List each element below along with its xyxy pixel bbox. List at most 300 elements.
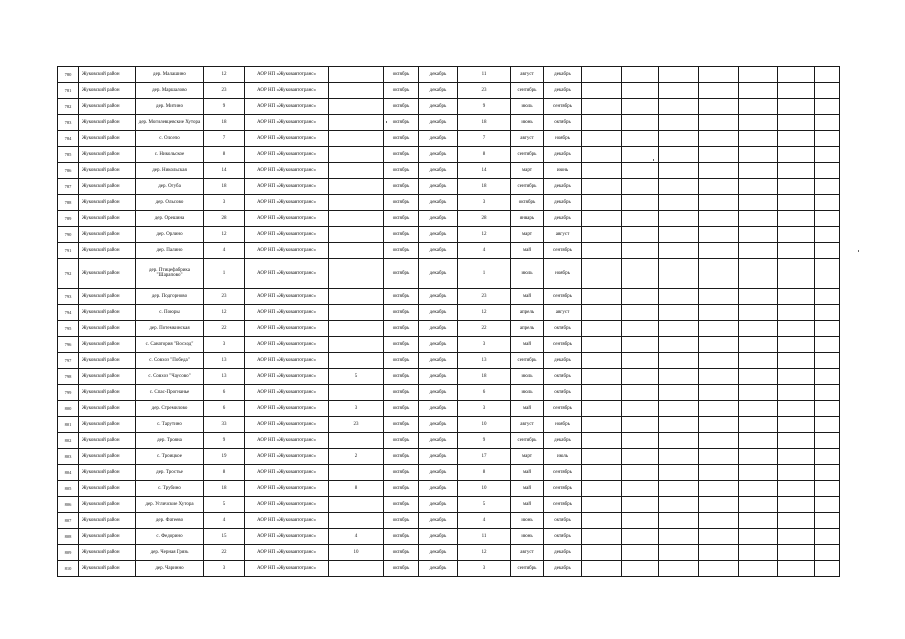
period-start-cell: сентябрь: [511, 147, 544, 163]
period-end-cell: сентябрь: [544, 464, 582, 480]
count-cell: 9: [204, 99, 245, 115]
extra-count-cell: [329, 67, 384, 83]
period-end-cell: август: [544, 304, 582, 320]
empty-cell: [659, 464, 699, 480]
period-start-cell: май: [511, 288, 544, 304]
settlement-cell: дер. Орешина: [136, 211, 204, 227]
empty-cell: [699, 528, 739, 544]
period-start-cell: сентябрь: [511, 352, 544, 368]
settlement-cell: дер. Черная Грязь: [136, 544, 204, 560]
district-cell: Жуковский район: [79, 368, 136, 384]
table-row: [58, 560, 840, 576]
district-cell: Жуковский район: [79, 67, 136, 83]
month-end-cell: декабрь: [419, 464, 458, 480]
days-cell: 8: [458, 464, 511, 480]
table-row: [58, 400, 840, 416]
count-cell: 33: [204, 416, 245, 432]
period-start-cell: май: [511, 464, 544, 480]
empty-cell: [778, 512, 815, 528]
month-end-cell: декабрь: [419, 528, 458, 544]
settlement-cell: дер. Огуба: [136, 179, 204, 195]
days-cell: 18: [458, 368, 511, 384]
period-start-cell: май: [511, 480, 544, 496]
empty-cell: [739, 67, 778, 83]
empty-cell: [778, 480, 815, 496]
empty-cell: [622, 243, 659, 259]
operator-cell: АОР НП «Жуковавтотранс»: [245, 560, 329, 576]
table-body: [58, 67, 840, 577]
empty-cell: [582, 512, 622, 528]
empty-cell: [622, 368, 659, 384]
empty-cell: [739, 195, 778, 211]
empty-cell: [699, 259, 739, 288]
extra-count-cell: [329, 163, 384, 179]
row-number: 785: [58, 147, 79, 163]
empty-cell: [622, 352, 659, 368]
period-end-cell: декабрь: [544, 560, 582, 576]
settlement-cell: дер. Могилевцевские Хутора: [136, 115, 204, 131]
settlement-cell: с. Спас-Прогнанье: [136, 384, 204, 400]
district-cell: Жуковский район: [79, 163, 136, 179]
scan-speck: [386, 121, 387, 123]
month-start-cell: октябрь: [384, 227, 419, 243]
empty-cell: [622, 83, 659, 99]
empty-cell: [739, 227, 778, 243]
district-cell: Жуковский район: [79, 259, 136, 288]
operator-cell: АОР НП «Жуковавтотранс»: [245, 528, 329, 544]
empty-cell: [659, 227, 699, 243]
empty-cell: [582, 83, 622, 99]
month-end-cell: декабрь: [419, 147, 458, 163]
table-row: [58, 99, 840, 115]
count-cell: 12: [204, 227, 245, 243]
period-end-cell: ноябрь: [544, 259, 582, 288]
empty-cell: [659, 432, 699, 448]
month-start-cell: октябрь: [384, 179, 419, 195]
days-cell: 4: [458, 243, 511, 259]
row-number: 805: [58, 480, 79, 496]
empty-cell: [699, 320, 739, 336]
empty-cell: [622, 416, 659, 432]
district-cell: Жуковский район: [79, 195, 136, 211]
month-end-cell: декабрь: [419, 163, 458, 179]
table-row: [58, 115, 840, 131]
row-number: 784: [58, 131, 79, 147]
district-cell: Жуковский район: [79, 131, 136, 147]
district-cell: Жуковский район: [79, 99, 136, 115]
month-start-cell: октябрь: [384, 416, 419, 432]
settlement-cell: дер. Тростье: [136, 464, 204, 480]
empty-cell: [815, 227, 840, 243]
empty-cell: [659, 352, 699, 368]
empty-cell: [659, 163, 699, 179]
settlement-cell: дер. Фатеево: [136, 512, 204, 528]
empty-cell: [622, 179, 659, 195]
empty-cell: [815, 288, 840, 304]
operator-cell: АОР НП «Жуковавтотранс»: [245, 288, 329, 304]
settlement-cell: дер. Стремилово: [136, 400, 204, 416]
empty-cell: [699, 83, 739, 99]
period-start-cell: июнь: [511, 512, 544, 528]
empty-cell: [739, 464, 778, 480]
row-number: 781: [58, 83, 79, 99]
period-start-cell: апрель: [511, 320, 544, 336]
operator-cell: АОР НП «Жуковавтотранс»: [245, 480, 329, 496]
month-end-cell: декабрь: [419, 480, 458, 496]
month-end-cell: декабрь: [419, 496, 458, 512]
table-row: [58, 147, 840, 163]
count-cell: 15: [204, 528, 245, 544]
table-row: [58, 464, 840, 480]
empty-cell: [699, 227, 739, 243]
empty-cell: [699, 163, 739, 179]
period-start-cell: июль: [511, 384, 544, 400]
extra-count-cell: [329, 496, 384, 512]
extra-count-cell: 10: [329, 544, 384, 560]
row-number: 789: [58, 211, 79, 227]
empty-cell: [778, 211, 815, 227]
empty-cell: [739, 544, 778, 560]
empty-cell: [778, 496, 815, 512]
empty-cell: [699, 432, 739, 448]
month-start-cell: октябрь: [384, 131, 419, 147]
empty-cell: [659, 115, 699, 131]
operator-cell: АОР НП «Жуковавтотранс»: [245, 259, 329, 288]
period-end-cell: декабрь: [544, 195, 582, 211]
empty-cell: [699, 560, 739, 576]
operator-cell: АОР НП «Жуковавтотранс»: [245, 512, 329, 528]
empty-cell: [815, 528, 840, 544]
operator-cell: АОР НП «Жуковавтотранс»: [245, 227, 329, 243]
empty-cell: [778, 179, 815, 195]
period-start-cell: сентябрь: [511, 560, 544, 576]
days-cell: 5: [458, 496, 511, 512]
empty-cell: [622, 211, 659, 227]
month-start-cell: октябрь: [384, 528, 419, 544]
operator-cell: АОР НП «Жуковавтотранс»: [245, 83, 329, 99]
empty-cell: [815, 147, 840, 163]
empty-cell: [699, 243, 739, 259]
empty-cell: [778, 67, 815, 83]
district-cell: Жуковский район: [79, 320, 136, 336]
days-cell: 23: [458, 288, 511, 304]
empty-cell: [699, 147, 739, 163]
period-start-cell: август: [511, 544, 544, 560]
empty-cell: [739, 179, 778, 195]
month-start-cell: октябрь: [384, 544, 419, 560]
empty-cell: [659, 147, 699, 163]
district-cell: Жуковский район: [79, 416, 136, 432]
district-cell: Жуковский район: [79, 400, 136, 416]
operator-cell: АОР НП «Жуковавтотранс»: [245, 99, 329, 115]
empty-cell: [739, 163, 778, 179]
count-cell: 4: [204, 243, 245, 259]
empty-cell: [582, 336, 622, 352]
table-row: [58, 259, 840, 288]
month-start-cell: октябрь: [384, 163, 419, 179]
period-end-cell: декабрь: [544, 179, 582, 195]
empty-cell: [815, 131, 840, 147]
period-end-cell: сентябрь: [544, 288, 582, 304]
district-cell: Жуковский район: [79, 448, 136, 464]
count-cell: 13: [204, 352, 245, 368]
empty-cell: [739, 131, 778, 147]
empty-cell: [739, 400, 778, 416]
row-number: 786: [58, 163, 79, 179]
empty-cell: [582, 560, 622, 576]
empty-cell: [815, 416, 840, 432]
empty-cell: [622, 320, 659, 336]
month-start-cell: октябрь: [384, 496, 419, 512]
month-end-cell: декабрь: [419, 432, 458, 448]
row-number: 787: [58, 179, 79, 195]
empty-cell: [699, 304, 739, 320]
district-cell: Жуковский район: [79, 512, 136, 528]
month-end-cell: декабрь: [419, 67, 458, 83]
count-cell: 8: [204, 464, 245, 480]
empty-cell: [582, 496, 622, 512]
month-start-cell: октябрь: [384, 432, 419, 448]
empty-cell: [699, 368, 739, 384]
settlement-cell: с. Олсепо: [136, 131, 204, 147]
empty-cell: [778, 115, 815, 131]
empty-cell: [622, 288, 659, 304]
settlement-cell: дер. Митино: [136, 99, 204, 115]
empty-cell: [582, 99, 622, 115]
empty-cell: [622, 496, 659, 512]
settlement-cell: с. Санатория "Восход": [136, 336, 204, 352]
empty-cell: [622, 432, 659, 448]
period-end-cell: декабрь: [544, 544, 582, 560]
row-number: 799: [58, 384, 79, 400]
period-end-cell: ноябрь: [544, 416, 582, 432]
empty-cell: [582, 544, 622, 560]
empty-cell: [815, 163, 840, 179]
count-cell: 5: [204, 496, 245, 512]
empty-cell: [815, 211, 840, 227]
month-end-cell: декабрь: [419, 115, 458, 131]
month-end-cell: декабрь: [419, 416, 458, 432]
row-number: 797: [58, 352, 79, 368]
period-start-cell: сентябрь: [511, 83, 544, 99]
empty-cell: [659, 400, 699, 416]
settlement-cell: с. Совхоз "Чаусово": [136, 368, 204, 384]
empty-cell: [659, 480, 699, 496]
count-cell: 12: [204, 304, 245, 320]
empty-cell: [739, 384, 778, 400]
operator-cell: АОР НП «Жуковавтотранс»: [245, 448, 329, 464]
empty-cell: [659, 320, 699, 336]
row-number: 791: [58, 243, 79, 259]
table-row: [58, 227, 840, 243]
empty-cell: [659, 368, 699, 384]
settlement-cell: с. Троицкое: [136, 448, 204, 464]
count-cell: 14: [204, 163, 245, 179]
operator-cell: АОР НП «Жуковавтотранс»: [245, 544, 329, 560]
operator-cell: АОР НП «Жуковавтотранс»: [245, 384, 329, 400]
empty-cell: [739, 416, 778, 432]
period-end-cell: июнь: [544, 163, 582, 179]
operator-cell: АОР НП «Жуковавтотранс»: [245, 163, 329, 179]
month-start-cell: октябрь: [384, 320, 419, 336]
empty-cell: [622, 480, 659, 496]
extra-count-cell: [329, 304, 384, 320]
empty-cell: [739, 147, 778, 163]
table-row: [58, 368, 840, 384]
operator-cell: АОР НП «Жуковавтотранс»: [245, 496, 329, 512]
table-row: [58, 384, 840, 400]
row-number: 798: [58, 368, 79, 384]
empty-cell: [582, 243, 622, 259]
extra-count-cell: [329, 320, 384, 336]
district-cell: Жуковский район: [79, 227, 136, 243]
empty-cell: [622, 512, 659, 528]
empty-cell: [582, 115, 622, 131]
empty-cell: [622, 195, 659, 211]
count-cell: 13: [204, 368, 245, 384]
empty-cell: [778, 259, 815, 288]
empty-cell: [699, 512, 739, 528]
empty-cell: [815, 304, 840, 320]
operator-cell: АОР НП «Жуковавтотранс»: [245, 179, 329, 195]
period-start-cell: июнь: [511, 115, 544, 131]
days-cell: 4: [458, 512, 511, 528]
empty-cell: [699, 211, 739, 227]
table-row: [58, 304, 840, 320]
empty-cell: [815, 432, 840, 448]
settlement-cell: дер. Палино: [136, 243, 204, 259]
days-cell: 3: [458, 400, 511, 416]
month-start-cell: октябрь: [384, 448, 419, 464]
period-end-cell: октябрь: [544, 320, 582, 336]
period-start-cell: август: [511, 67, 544, 83]
extra-count-cell: [329, 259, 384, 288]
empty-cell: [699, 480, 739, 496]
period-end-cell: декабрь: [544, 67, 582, 83]
empty-cell: [815, 384, 840, 400]
month-start-cell: октябрь: [384, 211, 419, 227]
empty-cell: [815, 448, 840, 464]
empty-cell: [582, 480, 622, 496]
count-cell: 4: [204, 512, 245, 528]
period-start-cell: июль: [511, 99, 544, 115]
settlement-cell: с. Федорино: [136, 528, 204, 544]
empty-cell: [582, 448, 622, 464]
empty-cell: [582, 400, 622, 416]
empty-cell: [778, 528, 815, 544]
month-start-cell: октябрь: [384, 99, 419, 115]
empty-cell: [659, 67, 699, 83]
empty-cell: [699, 131, 739, 147]
settlement-cell: с. Тарутино: [136, 416, 204, 432]
extra-count-cell: [329, 83, 384, 99]
row-number: 792: [58, 259, 79, 288]
empty-cell: [815, 99, 840, 115]
district-cell: Жуковский район: [79, 480, 136, 496]
empty-cell: [739, 336, 778, 352]
month-end-cell: декабрь: [419, 448, 458, 464]
empty-cell: [815, 560, 840, 576]
empty-cell: [739, 448, 778, 464]
empty-cell: [739, 528, 778, 544]
empty-cell: [659, 259, 699, 288]
settlement-cell: дер. Чаринно: [136, 560, 204, 576]
month-end-cell: декабрь: [419, 195, 458, 211]
empty-cell: [622, 528, 659, 544]
empty-cell: [622, 163, 659, 179]
table-row: [58, 544, 840, 560]
empty-cell: [778, 227, 815, 243]
period-start-cell: май: [511, 336, 544, 352]
extra-count-cell: 8: [329, 480, 384, 496]
row-number: 808: [58, 528, 79, 544]
period-end-cell: декабрь: [544, 211, 582, 227]
count-cell: 6: [204, 384, 245, 400]
count-cell: 1: [204, 259, 245, 288]
empty-cell: [659, 211, 699, 227]
period-end-cell: декабрь: [544, 352, 582, 368]
empty-cell: [778, 304, 815, 320]
month-start-cell: октябрь: [384, 67, 419, 83]
days-cell: 7: [458, 131, 511, 147]
empty-cell: [815, 243, 840, 259]
days-cell: 10: [458, 416, 511, 432]
empty-cell: [699, 195, 739, 211]
extra-count-cell: [329, 288, 384, 304]
month-start-cell: октябрь: [384, 336, 419, 352]
days-cell: 22: [458, 320, 511, 336]
empty-cell: [582, 384, 622, 400]
days-cell: 8: [458, 147, 511, 163]
table-row: [58, 512, 840, 528]
row-number: 801: [58, 416, 79, 432]
table-row: [58, 243, 840, 259]
count-cell: 12: [204, 67, 245, 83]
period-end-cell: сентябрь: [544, 243, 582, 259]
period-end-cell: сентябрь: [544, 99, 582, 115]
operator-cell: АОР НП «Жуковавтотранс»: [245, 147, 329, 163]
month-end-cell: декабрь: [419, 259, 458, 288]
count-cell: 3: [204, 336, 245, 352]
empty-cell: [622, 67, 659, 83]
empty-cell: [582, 179, 622, 195]
period-start-cell: март: [511, 448, 544, 464]
month-end-cell: декабрь: [419, 368, 458, 384]
operator-cell: АОР НП «Жуковавтотранс»: [245, 243, 329, 259]
month-start-cell: октябрь: [384, 384, 419, 400]
empty-cell: [659, 179, 699, 195]
month-start-cell: октябрь: [384, 480, 419, 496]
empty-cell: [582, 352, 622, 368]
district-cell: Жуковский район: [79, 115, 136, 131]
extra-count-cell: 5: [329, 368, 384, 384]
empty-cell: [582, 320, 622, 336]
empty-cell: [699, 179, 739, 195]
empty-cell: [659, 99, 699, 115]
empty-cell: [699, 448, 739, 464]
row-number: 795: [58, 320, 79, 336]
registry-table: [57, 66, 840, 577]
month-end-cell: декабрь: [419, 544, 458, 560]
district-cell: Жуковский район: [79, 432, 136, 448]
table-row: [58, 528, 840, 544]
empty-cell: [699, 400, 739, 416]
extra-count-cell: [329, 432, 384, 448]
period-end-cell: декабрь: [544, 432, 582, 448]
empty-cell: [739, 320, 778, 336]
days-cell: 3: [458, 336, 511, 352]
count-cell: 3: [204, 560, 245, 576]
